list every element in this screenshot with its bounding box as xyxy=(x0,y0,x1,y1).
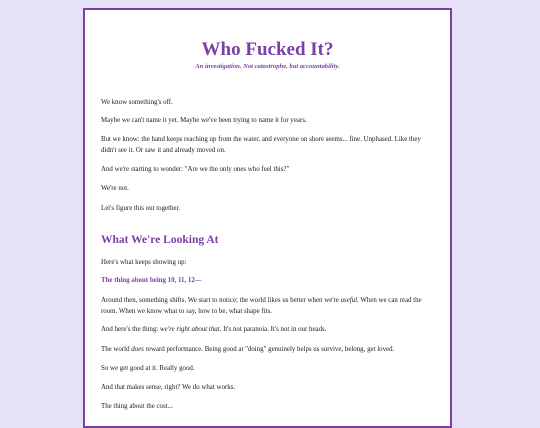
body-paragraph-6: The thing about the cost... xyxy=(101,403,173,410)
body-paragraph-4: So we get good at it. Really good. xyxy=(101,365,195,372)
intro-paragraph-3: But we know: the hand keeps reaching up from the water, and everyone on shore seems... fine. Unphased. Like they didn't see it. Or saw it and already moved on. xyxy=(101,136,421,154)
emphasis-does: does xyxy=(131,346,144,353)
section-lead: Here's what keeps showing up: xyxy=(101,259,187,266)
page-subtitle: An investigation. Not catastrophe, but accountability. xyxy=(195,63,340,70)
intro-paragraph-1: We know something's off. xyxy=(101,99,173,106)
intro-paragraph-4: And we're starting to wonder: "Are we the only ones who feel this?" xyxy=(101,166,290,173)
body-paragraph-2: And here's the thing: we're right about that. It's not paranoia. It's not in our heads. xyxy=(101,326,327,333)
intro-paragraph-2: Maybe we can't name it yet. Maybe we've been trying to name it for years. xyxy=(101,117,307,124)
section-subheading: The thing about being 10, 11, 12— xyxy=(101,277,202,284)
emphasis-right: we're right about that. xyxy=(160,326,222,333)
document-page xyxy=(83,8,452,428)
emphasis-useful: useful xyxy=(340,297,358,304)
page-title: Who Fucked It? xyxy=(201,39,334,60)
section-heading: What We're Looking At xyxy=(101,234,219,246)
body-paragraph-1: Around then, something shifts. We start to notice; the world likes us better when we're useful. When we can read the room. When we know what to say, how to be, what shape fits. xyxy=(101,297,422,315)
intro-paragraph-6: Let's figure this out together. xyxy=(101,205,181,212)
intro-paragraph-5: We're not. xyxy=(101,185,129,192)
body-paragraph-3: The world does reward performance. Being good at "doing" genuinely helps us survive, belong, get loved. xyxy=(101,346,395,353)
body-paragraph-5: And that makes sense, right? We do what works. xyxy=(101,384,236,391)
